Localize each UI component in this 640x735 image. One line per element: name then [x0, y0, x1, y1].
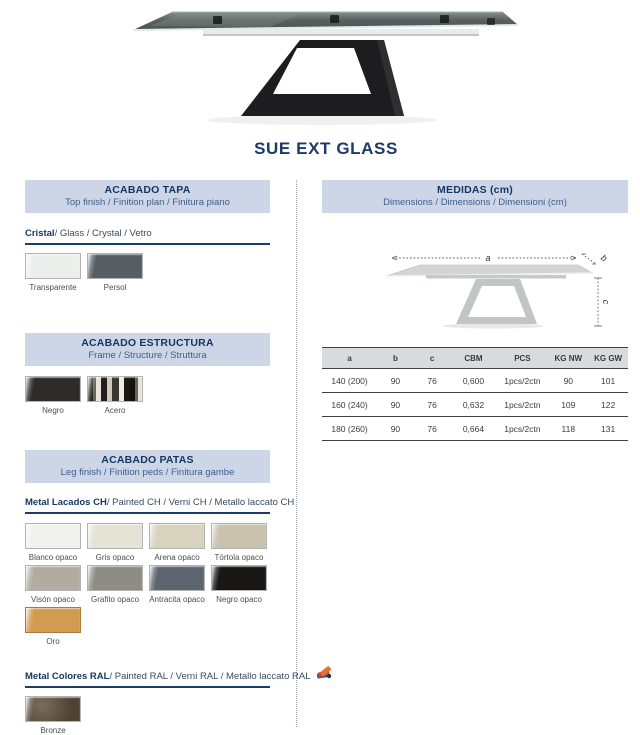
group-heading-bold: Metal Colores RAL	[25, 671, 110, 682]
dimension-diagram	[330, 238, 620, 330]
col-header-a: a	[322, 348, 377, 369]
section-title: MEDIDAS (cm)	[437, 184, 513, 196]
swatch-label: Visón opaco	[31, 595, 75, 604]
swatch-negro	[25, 376, 81, 415]
dim-label-b: b	[599, 252, 609, 264]
swatch-row-cristal	[25, 253, 270, 292]
group-heading-metal-ch	[25, 497, 295, 514]
swatch-grid-metal-ch	[25, 523, 270, 646]
swatch-label: Arena opaco	[154, 553, 200, 562]
dim-label-a: a	[485, 253, 491, 263]
swatch-color	[25, 565, 81, 591]
swatch-label: Blanco opaco	[28, 553, 78, 562]
section-header-patas	[25, 450, 270, 483]
table-cell: 118	[548, 417, 588, 441]
swatch-label: Acero	[104, 406, 126, 415]
swatch-label: Gris opaco	[95, 553, 135, 562]
table-cell: 90	[548, 369, 588, 393]
swatch-label: Grafito opaco	[90, 595, 140, 604]
table-cell: 131	[588, 417, 628, 441]
group-heading-cristal	[25, 228, 270, 245]
section-title: ACABADO PATAS	[101, 454, 194, 466]
group-heading-bold: Metal Lacados CH	[25, 497, 107, 508]
group-heading-rest: / Painted CH / Verni CH / Metallo laccato CH	[106, 497, 295, 508]
table-cell: 109	[548, 393, 588, 417]
table-cell: 90	[377, 393, 414, 417]
table-cell: 76	[414, 417, 451, 441]
swatch-bronze	[25, 696, 81, 735]
table-cell: 160 (240)	[322, 393, 377, 417]
table-cell: 90	[377, 369, 414, 393]
section-header-estructura	[25, 333, 270, 366]
swatch-color	[149, 523, 205, 549]
ral-fan-icon	[316, 667, 333, 683]
table-cell: 90	[377, 417, 414, 441]
swatch-color	[87, 376, 143, 402]
table-cell: 1pcs/2ctn	[496, 417, 548, 441]
swatch-color	[25, 696, 81, 722]
swatch-label: Antracita opaco	[149, 595, 205, 604]
swatch-label: Oro	[46, 637, 60, 646]
swatch-color	[25, 607, 81, 633]
group-heading-rest: / Glass / Crystal / Vetro	[54, 228, 152, 239]
swatch-color	[25, 523, 81, 549]
swatch-color	[87, 565, 143, 591]
swatch-color	[211, 523, 267, 549]
swatch-tortola-opaco	[211, 523, 267, 562]
table-cell: 76	[414, 393, 451, 417]
table-header-row	[322, 348, 628, 369]
dim-label-c: c	[601, 299, 611, 305]
swatch-transparente	[25, 253, 81, 292]
swatch-color	[211, 565, 267, 591]
swatch-row-estructura	[25, 376, 270, 415]
page-title: SUE EXT GLASS	[254, 139, 398, 158]
swatch-color	[87, 253, 143, 279]
swatch-label: Transparente	[29, 283, 77, 292]
dimensions-table	[322, 347, 628, 441]
swatch-color	[149, 565, 205, 591]
column-divider	[296, 180, 297, 727]
swatch-negro-opaco	[211, 565, 267, 604]
section-subtitle: Dimensions / Dimensions / Dimensioni (cm)	[383, 197, 567, 208]
dimensions-column	[322, 180, 628, 441]
section-subtitle: Top finish / Finition plan / Finitura piano	[65, 197, 230, 208]
table-cell: 140 (200)	[322, 369, 377, 393]
section-subtitle: Frame / Structure / Struttura	[88, 350, 207, 361]
table-cell: 1pcs/2ctn	[496, 369, 548, 393]
finishes-column	[25, 180, 311, 735]
group-heading-bold: Cristal	[25, 228, 55, 239]
table-cell: 76	[414, 369, 451, 393]
swatch-persol	[87, 253, 143, 292]
col-header-b: b	[377, 348, 414, 369]
swatch-label: Persol	[103, 283, 127, 292]
table-cell: 1pcs/2ctn	[496, 393, 548, 417]
swatch-label: Tórtola opaco	[214, 553, 264, 562]
col-header-kg-nw: KG NW	[548, 348, 588, 369]
product-photo	[0, 0, 640, 136]
swatch-oro	[25, 607, 81, 646]
swatch-gris-opaco	[87, 523, 143, 562]
swatch-label: Bronze	[40, 726, 66, 735]
section-title: ACABADO TAPA	[104, 184, 191, 196]
table-cell: 0,600	[451, 369, 497, 393]
col-header-kg-gw: KG GW	[588, 348, 628, 369]
swatch-label: Negro opaco	[216, 595, 262, 604]
section-header-tapa	[25, 180, 270, 213]
col-header-cbm: CBM	[451, 348, 497, 369]
swatch-color	[87, 523, 143, 549]
table-cell: 122	[588, 393, 628, 417]
swatch-grafito-opaco	[87, 565, 143, 604]
section-header-medidas	[322, 180, 628, 213]
col-header-c: c	[414, 348, 451, 369]
swatch-color	[25, 376, 81, 402]
group-heading-metal-ral	[25, 666, 311, 688]
swatch-vison-opaco	[25, 565, 81, 604]
swatch-antracita-opaco	[149, 565, 205, 604]
col-header-pcs: PCS	[496, 348, 548, 369]
group-heading-rest: / Painted RAL / Verni RAL / Metallo laccato RAL	[109, 671, 311, 682]
swatch-blanco-opaco	[25, 523, 81, 562]
section-title: ACABADO ESTRUCTURA	[81, 337, 214, 349]
swatch-label: Negro	[42, 406, 64, 415]
swatch-color	[25, 253, 81, 279]
swatch-row-ral	[25, 696, 270, 735]
swatch-arena-opaco	[149, 523, 205, 562]
table-cell: 101	[588, 369, 628, 393]
swatch-acero	[87, 376, 143, 415]
section-subtitle: Leg finish / Finition peds / Finitura gambe	[60, 467, 235, 478]
table-row	[322, 393, 628, 417]
table-cell: 0,632	[451, 393, 497, 417]
table-row	[322, 417, 628, 441]
table-cell: 180 (260)	[322, 417, 377, 441]
table-row	[322, 369, 628, 393]
table-cell: 0,664	[451, 417, 497, 441]
